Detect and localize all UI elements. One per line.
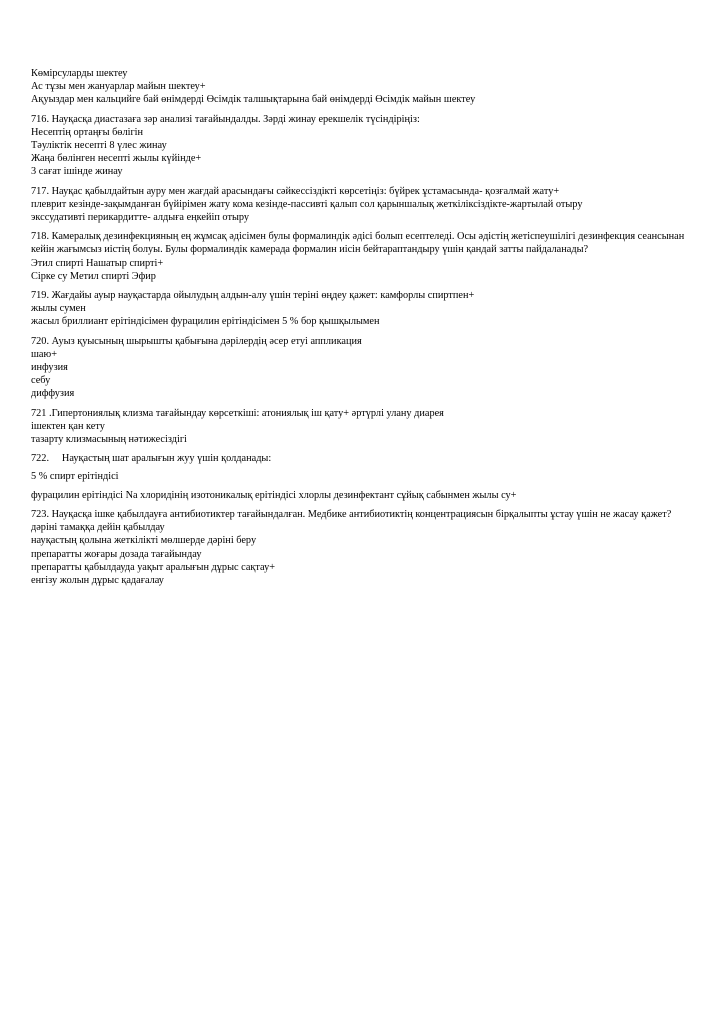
option-line: диффузия: [31, 388, 75, 400]
question-723: [31, 508, 696, 587]
question-721: [31, 407, 696, 447]
question-text: 721 .Гипертониялық клизма тағайындау көрсеткіші: атониялық іш қату+ әртүрлі улану диарея: [31, 407, 444, 419]
question-722: [31, 452, 696, 502]
option-line: 5 % спирт ерітіндісі: [31, 471, 119, 483]
option-line: плеврит кезінде-зақымданған бүйірімен жату кома кезінде-пассивті қалып сол қарыншалық жеткіліксіздікте-жартылай отыру: [31, 198, 583, 210]
option-line: енгізу жолын дұрыс қадағалау: [31, 574, 164, 586]
option-line: Этил спирті Нашатыр спирті+: [31, 257, 164, 269]
document-body: [31, 67, 696, 593]
question-720: [31, 335, 696, 401]
question-text: 716. Науқасқа диастазаға зәр анализі тағайындалды. Зәрді жинау ерекшелік түсіндіріңіз:: [31, 113, 420, 125]
option-line: дәріні тамаққа дейін қабылдау: [31, 522, 165, 534]
option-line: науқастың қолына жеткілікті мөлшерде дәріні беру: [31, 535, 257, 547]
option-line: инфузия: [31, 362, 68, 374]
option-line: Ақуыздар мен кальцийге бай өнімдерді Өсімдік талшықтарына бай өнімдерді Өсімдік майын шектеу: [31, 94, 476, 106]
option-line: тазарту клизмасының нәтижесіздігі: [31, 434, 187, 446]
option-line: Сірке су Метил спирті Эфир: [31, 270, 156, 282]
question-text: 722. Науқастың шат аралығын жуу үшін қолданады:: [31, 453, 272, 465]
option-line: фурацилин ерітіндісі Na хлоридінің изотоникалық ерітіндісі хлорлы дезинфектант сұйық сабынмен жылы су+: [31, 489, 517, 501]
question-715-options: [31, 67, 696, 107]
option-line: себу: [31, 375, 51, 387]
option-line: Несептің ортаңғы бөлігін: [31, 126, 144, 138]
option-line: жасыл бриллиант ерітіндісімен фурацилин ерітіндісімен 5 % бор қышқылымен: [31, 316, 380, 328]
question-716: [31, 113, 696, 179]
option-line: Жаңа бөлінген несепті жылы күйінде+: [31, 153, 202, 165]
question-718: [31, 230, 696, 283]
option-line: экссудативті перикардитте- алдыға еңкейіп отыру: [31, 212, 250, 224]
question-717: [31, 185, 696, 225]
question-text: 719. Жағдайы ауыр науқастарда ойылудың алдын-алу үшін терінi өңдеу қажет: камфорлы спиртпен+: [31, 290, 475, 302]
option-line: Ас тұзы мен жануарлар майын шектеу+: [31, 81, 206, 93]
question-719: [31, 289, 696, 329]
option-line: ішектен қан кету: [31, 420, 105, 432]
option-line: Көмірсуларды шектеу: [31, 68, 128, 79]
option-line: препаратты қабылдауда уақыт аралығын дұрыс сақтау+: [31, 561, 276, 573]
question-text: 717. Науқас қабылдайтын ауру мен жағдай арасындағы сәйкессіздікті көрсетіңіз: бүйрек ұстамасында- қозғалмай жату+: [31, 185, 560, 197]
option-line: Тәуліктік несепті 8 үлес жинау: [31, 140, 167, 152]
option-line: жылы сумен: [31, 303, 86, 315]
question-text: 718. Камералық дезинфекцияның ең жұмсақ әдісімен булы формалиндік әдісі болып есептеледі. Осы әдістің жетіспеушілігі дезинфекция сеансынан кейін жағымсыз иістің болуы. Булы формалиндік камерада формалин иісін бейтараптандыру үшін қандай затты пайдаланады?: [31, 231, 685, 256]
question-text: 723. Науқасқа ішке қабылдауға антибиотиктер тағайындалған. Медбике антибиотиктің концентрациясын бірқалыпты ұстау үшін не жасау қажет?: [31, 508, 672, 520]
question-text: 720. Ауыз қуысының шырышты қабығына дәрілердің әсер етуі аппликация: [31, 335, 362, 347]
option-line: шаю+: [31, 348, 57, 360]
option-line: препаратты жоғары дозада тағайындау: [31, 548, 202, 560]
option-line: 3 сағат ішінде жинау: [31, 166, 123, 178]
